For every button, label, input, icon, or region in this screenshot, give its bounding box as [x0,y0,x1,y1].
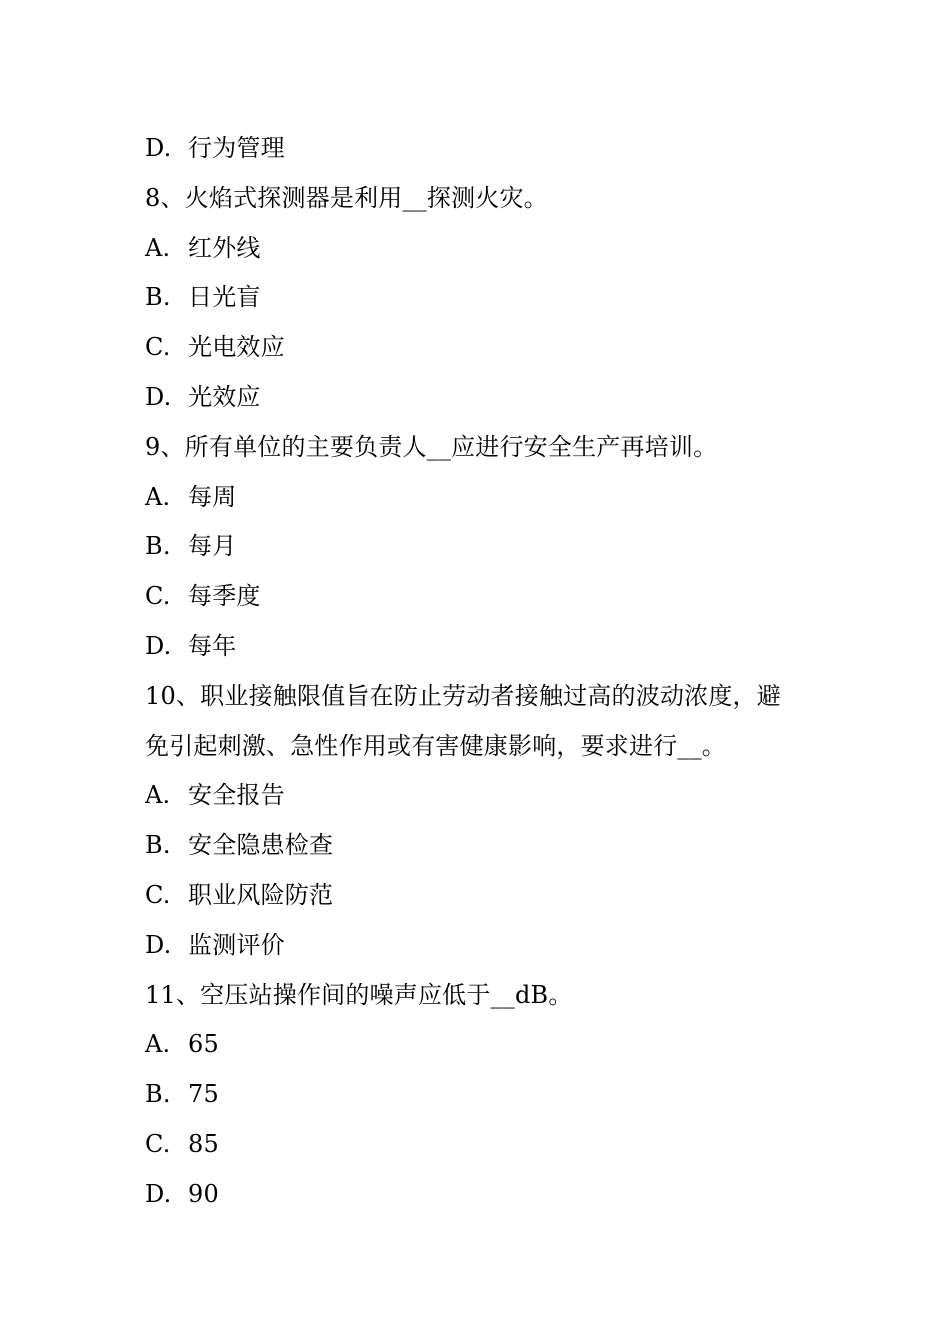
question-line [145,971,815,1021]
option-text: 职业风险防范 [188,880,334,909]
document-body [145,124,815,1220]
option-text: 行为管理 [188,134,285,162]
option-label: D. [145,631,172,660]
question-text: 8、火焰式探测器是利用__探测火灾。 [145,183,548,212]
option-text: 日光盲 [188,283,261,312]
question-text: 免引起刺激、急性作用或有害健康影响，要求进行__。 [145,731,726,760]
option-line [145,323,815,373]
option-line [145,622,815,672]
question-text: 11、空压站操作间的噪声应低于__dB。 [145,980,573,1009]
option-text: 红外线 [188,233,261,262]
option-line [145,373,815,423]
option-line [145,572,815,622]
option-text: 65 [188,1030,219,1059]
option-line [145,224,815,274]
option-label: B. [145,283,171,312]
option-label: B. [145,532,171,561]
option-line [145,1120,815,1170]
option-label: D. [145,930,172,959]
option-text: 安全隐患检查 [188,831,334,860]
option-text: 每月 [188,532,237,561]
option-text: 每周 [188,482,237,511]
question-text: 9、所有单位的主要负责人__应进行安全生产再培训。 [145,432,718,461]
option-label: D. [145,382,172,411]
option-text: 光电效应 [188,333,285,362]
option-label: C. [145,1129,171,1158]
question-line [145,672,815,722]
option-text: 监测评价 [188,930,285,959]
option-label: C. [145,333,171,362]
option-line [145,821,815,871]
option-text: 光效应 [188,382,261,411]
question-line-continued [145,722,815,772]
option-line [145,473,815,523]
question-text: 10、职业接触限值旨在防止劳动者接触过高的波动浓度，避 [145,681,781,710]
option-text: 每季度 [188,582,261,611]
option-line [145,124,815,174]
question-line [145,174,815,224]
option-line [145,1070,815,1120]
option-text: 90 [188,1179,219,1208]
option-line [145,921,815,971]
option-label: C. [145,880,171,909]
option-line [145,1170,815,1220]
option-label: B. [145,1080,171,1109]
option-line [145,1020,815,1070]
option-label: D. [145,1179,172,1208]
question-line [145,423,815,473]
option-label: B. [145,831,171,860]
option-label: A. [145,482,171,511]
option-line [145,273,815,323]
option-label: A. [145,1030,171,1059]
option-label: A. [145,781,171,810]
option-text: 75 [188,1080,219,1109]
option-label: D. [145,134,172,162]
option-text: 安全报告 [188,781,285,810]
option-label: A. [145,233,171,262]
option-line [145,771,815,821]
option-text: 每年 [188,631,237,660]
option-line [145,522,815,572]
option-label: C. [145,582,171,611]
option-text: 85 [188,1129,219,1158]
option-line [145,871,815,921]
